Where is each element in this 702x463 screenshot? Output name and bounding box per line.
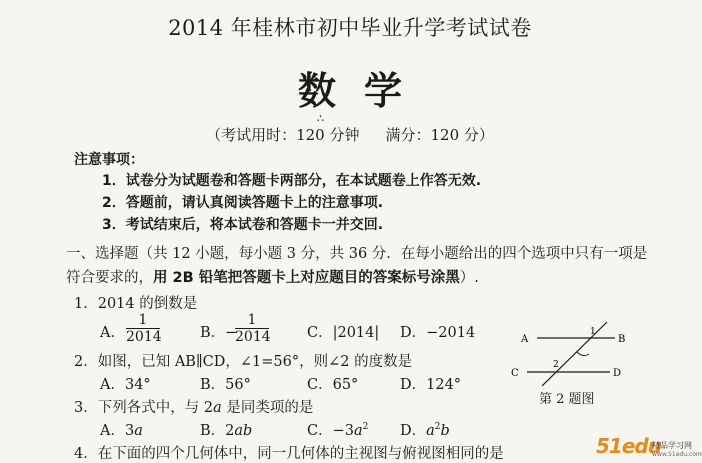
q3-c-var: a [353, 423, 363, 439]
note-item-3: 3．考试结束后，将本试卷和答题卡一并交回. [102, 217, 384, 233]
q3-d-exp: 2 [434, 422, 441, 433]
q3-stem-a: 3．下列各式中，与 2 [74, 400, 214, 416]
q3-d-var2: b [440, 423, 450, 439]
q3-option-b [200, 419, 252, 440]
notes-heading: 注意事项： [74, 152, 144, 168]
q2-option-a: A．34° [100, 377, 151, 393]
angle-2-label: 2 [553, 360, 559, 370]
q1-option-d: D．−2014 [400, 325, 476, 341]
section-intro-line2 [66, 266, 479, 287]
decorative-dots: ∴ [317, 112, 325, 125]
q1-b-numerator: 1 [235, 312, 269, 329]
note-item-2: 2．答题前，请认真阅读答题卡上的注意事项. [102, 195, 384, 211]
angle-arc [577, 352, 589, 356]
q2-option-b: B．56° [200, 377, 251, 393]
watermark-logo-text: 51edu [596, 434, 661, 458]
section-intro-end: ）. [459, 270, 479, 286]
exam-duration: （考试用时：120 分钟 [206, 126, 360, 144]
watermark-url: www.51edu.com [652, 451, 702, 458]
q1-a-numerator: 1 [126, 312, 160, 329]
figure-caption: 第 2 题图 [539, 392, 595, 407]
exam-title: 2014 年桂林市初中毕业升学考试试卷 [168, 16, 532, 40]
q1-b-label: B． [200, 325, 226, 341]
q3-a-var: a [134, 423, 143, 439]
subject-title: 数学 [297, 68, 430, 113]
q1-option-a-fraction [126, 312, 160, 345]
q2-figure [511, 318, 645, 388]
watermark-small-text: 精品学习网 [652, 441, 692, 450]
section-intro-bold: 用 2B 铅笔把答题卡上对应题目的答案标号涂黑 [153, 270, 460, 286]
q1-b-denominator: 2014 [235, 329, 271, 345]
note-item-1: 1．试卷分为试题卷和答题卡两部分，在本试题卷上作答无效. [102, 173, 482, 189]
q1-b-sign: − [225, 325, 238, 341]
q3-stem-var: a [213, 400, 222, 416]
q2-option-c: C．65° [307, 377, 359, 393]
section-intro-plain: 符合要求的， [66, 270, 153, 286]
label-b: B [618, 334, 626, 345]
exam-info [0, 124, 700, 145]
section-intro-line1: 一、选择题（共 12 小题，每小题 3 分，共 36 分．在每小题给出的四个选项中只有一项是 [66, 246, 648, 262]
q3-b-label: B．2 [200, 423, 235, 439]
q1-option-b-label [200, 321, 237, 342]
q4-stem: 4．在下面的四个几何体中，同一几何体的主视图与俯视图相同的是 [74, 446, 504, 462]
q3-c-label: C．−3 [307, 423, 354, 439]
q3-d-label: D． [400, 423, 427, 439]
q2-stem: 2．如图，已知 AB∥CD，∠1=56°，则∠2 的度数是 [74, 354, 413, 370]
q3-stem [74, 396, 313, 417]
angle-1-label: 1 [590, 327, 596, 337]
exam-score: 满分：120 分） [385, 126, 494, 144]
q2-option-d: D．124° [400, 377, 462, 393]
q3-b-var: ab [234, 423, 253, 439]
q3-a-label: A．3 [100, 423, 135, 439]
watermark-logo [596, 432, 700, 462]
q3-c-exp: 2 [362, 422, 369, 433]
q3-option-d [400, 419, 450, 440]
q1-option-a-label: A． [100, 325, 125, 341]
q1-option-b-fraction [235, 312, 269, 345]
q3-option-c [307, 419, 368, 440]
q1-option-c: C．|2014| [307, 325, 380, 341]
q3-d-var: a [426, 423, 435, 439]
label-a: A [521, 334, 529, 345]
q3-stem-b: 是同类项的是 [221, 400, 314, 416]
label-d: D [613, 368, 622, 379]
q3-option-a [100, 419, 143, 440]
q1-a-denominator: 2014 [126, 329, 162, 345]
q1-stem: 1．2014 的倒数是 [74, 296, 198, 312]
transversal-line [542, 322, 607, 386]
label-c: C [511, 368, 519, 379]
